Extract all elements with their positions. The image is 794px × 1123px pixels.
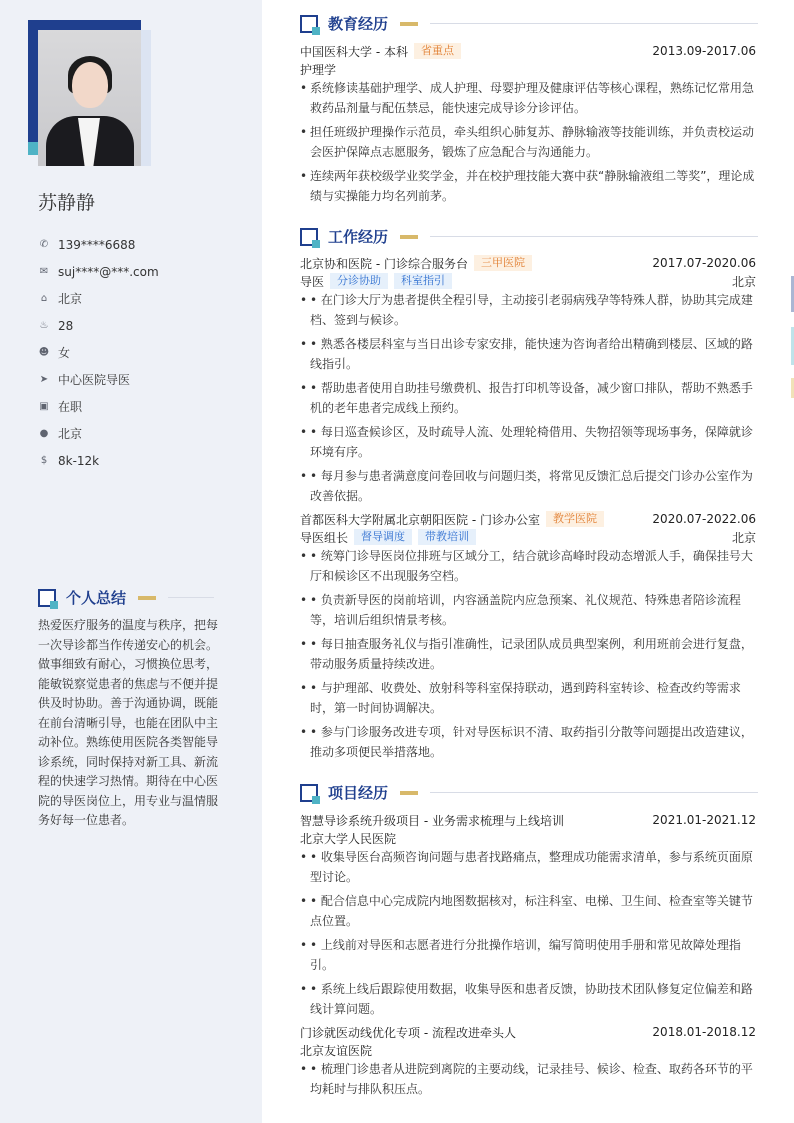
job-org: 北京协和医院 - 门诊综合服务台 [300,256,468,271]
skill-tag: 分诊协助 [330,273,388,289]
job-bullet: • • 在门诊大厅为患者提供全程引导，主动接引老弱病残孕等特殊人群，协助其完成建档、签到与候诊。 [300,290,756,330]
job-bullet: • • 负责新导医的岗前培训，内容涵盖院内应急预案、礼仪规范、特殊患者陪诊流程等，培训后组织情景考核。 [300,590,756,630]
education-bullet: • 连续两年获校级学业奖学金，并在校护理技能大赛中获“静脉输液组二等奖”，理论成绩与实操能力均名列前茅。 [300,166,756,206]
info-email: ✉ suj****@***.com [39,264,159,279]
project-name: 智慧导诊系统升级项目 - 业务需求梳理与上线培训 [300,813,564,828]
job-bullet: • • 参与门诊服务改进专项，针对导医标识不清、取药指引分散等问题提出改造建议，推动多项便民举措落地。 [300,722,756,762]
briefcase-icon: ▣ [39,401,49,412]
project-bullet: • • 上线前对导医和志愿者进行分批操作培训，编写简明使用手册和常见故障处理指引。 [300,935,756,975]
education-date: 2013.09-2017.06 [652,44,756,58]
gender-icon: ☻ [38,347,50,358]
section-gold-bar [138,596,156,600]
job-row [300,510,756,528]
project-bullet: • • 收集导医台高频咨询问题与患者找路痛点，整理成功能需求清单，参与系统页面原型讨论。 [300,847,756,887]
project-date: 2018.01-2018.12 [652,1025,756,1039]
work-title: 工作经历 [328,228,389,246]
section-square-icon [300,784,318,802]
skill-tag: 督导调度 [354,529,412,545]
skill-tag: 带教培训 [418,529,476,545]
section-divider [430,792,758,793]
profile-photo-frame [28,20,152,166]
education-bullet: • 担任班级护理操作示范员，牵头组织心肺复苏、静脉输液等技能训练，并负责校运动会医护保障点志愿服务，锻炼了应急配合与沟通能力。 [300,122,756,162]
section-square-icon [300,228,318,246]
project-row [300,811,756,829]
section-square-icon [300,15,318,33]
section-gold-bar [400,791,418,795]
project-date: 2021.01-2021.12 [652,813,756,827]
education-section-header [300,13,758,34]
summary-title: 个人总结 [66,589,127,607]
job-bullet: • • 统筹门诊导医岗位排班与区域分工，结合就诊高峰时段动态增派人手，确保挂号大厅和候诊区不出现服务空档。 [300,546,756,586]
job-tag: 三甲医院 [474,255,532,271]
project-org-row [300,829,756,847]
info-gender: ☻ 女 [38,346,71,360]
section-divider [168,597,214,598]
job-bullet: • • 熟悉各楼层科室与当日出诊专家安排，能快速为咨询者给出精确到楼层、区域的路线指引。 [300,334,756,374]
work-section-header [300,226,758,247]
job-bullet: • • 每日抽查服务礼仪与指引准确性，记录团队成员典型案例，利用班前会进行复盘，带动服务质量持续改进。 [300,634,756,674]
project-name: 门诊就医动线优化专项 - 流程改进牵头人 [300,1025,516,1040]
project-org: 北京大学人民医院 [300,831,397,846]
info-status: ▣ 在职 [39,400,83,414]
school-tag: 省重点 [414,43,461,59]
info-location: ● 北京 [39,427,83,441]
candidate-name: 苏静静 [38,192,96,214]
job-date: 2020.07-2022.06 [652,512,756,526]
project-section-header [300,782,758,803]
job-bullet: • • 与护理部、收费处、放射科等科室保持联动，遇到跨科室转诊、检查改约等需求时，第一时间协调解决。 [300,678,756,718]
home-icon: ⌂ [40,293,48,304]
info-city: ⌂ 北京 [38,285,159,312]
project-title: 项目经历 [328,784,389,802]
project-org: 北京友谊医院 [300,1043,373,1058]
education-title: 教育经历 [328,15,389,33]
salary-icon: $ [40,455,48,466]
location-pin-icon: ● [39,428,49,439]
job-date: 2017.07-2020.06 [652,256,756,270]
section-divider [430,236,758,237]
photo-accent [28,142,38,155]
birthday-cake-icon: ♨ [39,320,49,331]
job-tag: 教学医院 [546,511,604,527]
project-bullet: • • 系统上线后跟踪使用数据，收集导医和患者反馈，协助技术团队修复定位偏差和路线计算问题。 [300,979,756,1019]
contact-info-list [38,231,159,474]
info-age: ♨ 28 [39,318,74,333]
school-name: 中国医科大学 - 本科 [300,44,408,59]
job-bullet: • • 帮助患者使用自助挂号缴费机、报告打印机等设备，减少窗口排队，帮助不熟悉手机的老年患者完成线上预约。 [300,378,756,418]
job-bullet: • • 每日巡查候诊区，及时疏导人流、处理轮椅借用、失物招领等现场事务，保障就诊环境有序。 [300,422,756,462]
job-role-row [300,528,756,546]
info-salary: $ 8k-12k [38,447,159,474]
education-row [300,42,756,60]
job-target-icon: ➤ [39,374,49,385]
summary-text: 热爱医疗服务的温度与秩序，把每一次导诊都当作传递安心的机会。做事细致有耐心，习惯换位思考，能敏锐察觉患者的焦虑与不便并提供及时协助。善于沟通协调，既能在前台清晰引导，也能在团队中主动补位。熟练使用医院各类智能导诊系统，同时保持对新工具、新流程的快速学习热情。期待在中心医院的导医岗位上，用专业与温情服务好每一位患者。 [38,618,219,827]
profile-photo [38,30,141,166]
job-city: 北京 [731,530,756,545]
project-org-row [300,1041,756,1059]
summary-section-header [38,587,214,608]
job-role: 导医组长 [300,530,349,545]
job-row [300,254,756,272]
job-bullet: • • 每月参与患者满意度问卷回收与问题归类，将常见反馈汇总后提交门诊办公室作为改善依据。 [300,466,756,506]
job-role-row [300,272,756,290]
phone-icon: ✆ [39,239,49,250]
section-gold-bar [400,22,418,26]
sidebar [0,0,262,1123]
project-row [300,1023,756,1041]
major-row [300,60,756,78]
project-bullet: • • 配合信息中心完成院内地图数据核对，标注科室、电梯、卫生间、检查室等关键节点位置。 [300,891,756,931]
info-phone: ✆ 139****6688 [39,237,136,252]
project-bullet: • • 梳理门诊患者从进院到离院的主要动线，记录挂号、候诊、检查、取药各环节的平均耗时与排队积压点。 [300,1059,756,1099]
education-bullet: • 系统修读基础护理学、成人护理、母婴护理及健康评估等核心课程，熟练记忆常用急救药品剂量与配伍禁忌，能快速完成导诊分诊评估。 [300,78,756,118]
section-divider [430,23,758,24]
email-icon: ✉ [39,266,49,277]
job-org: 首都医科大学附属北京朝阳医院 - 门诊办公室 [300,512,540,527]
job-city: 北京 [731,274,756,289]
skill-tag: 科室指引 [394,273,452,289]
section-square-icon [38,589,56,607]
job-role: 导医 [300,274,325,289]
major: 护理学 [300,62,337,77]
section-gold-bar [400,235,418,239]
info-target-job: ➤ 中心医院导医 [39,373,131,387]
